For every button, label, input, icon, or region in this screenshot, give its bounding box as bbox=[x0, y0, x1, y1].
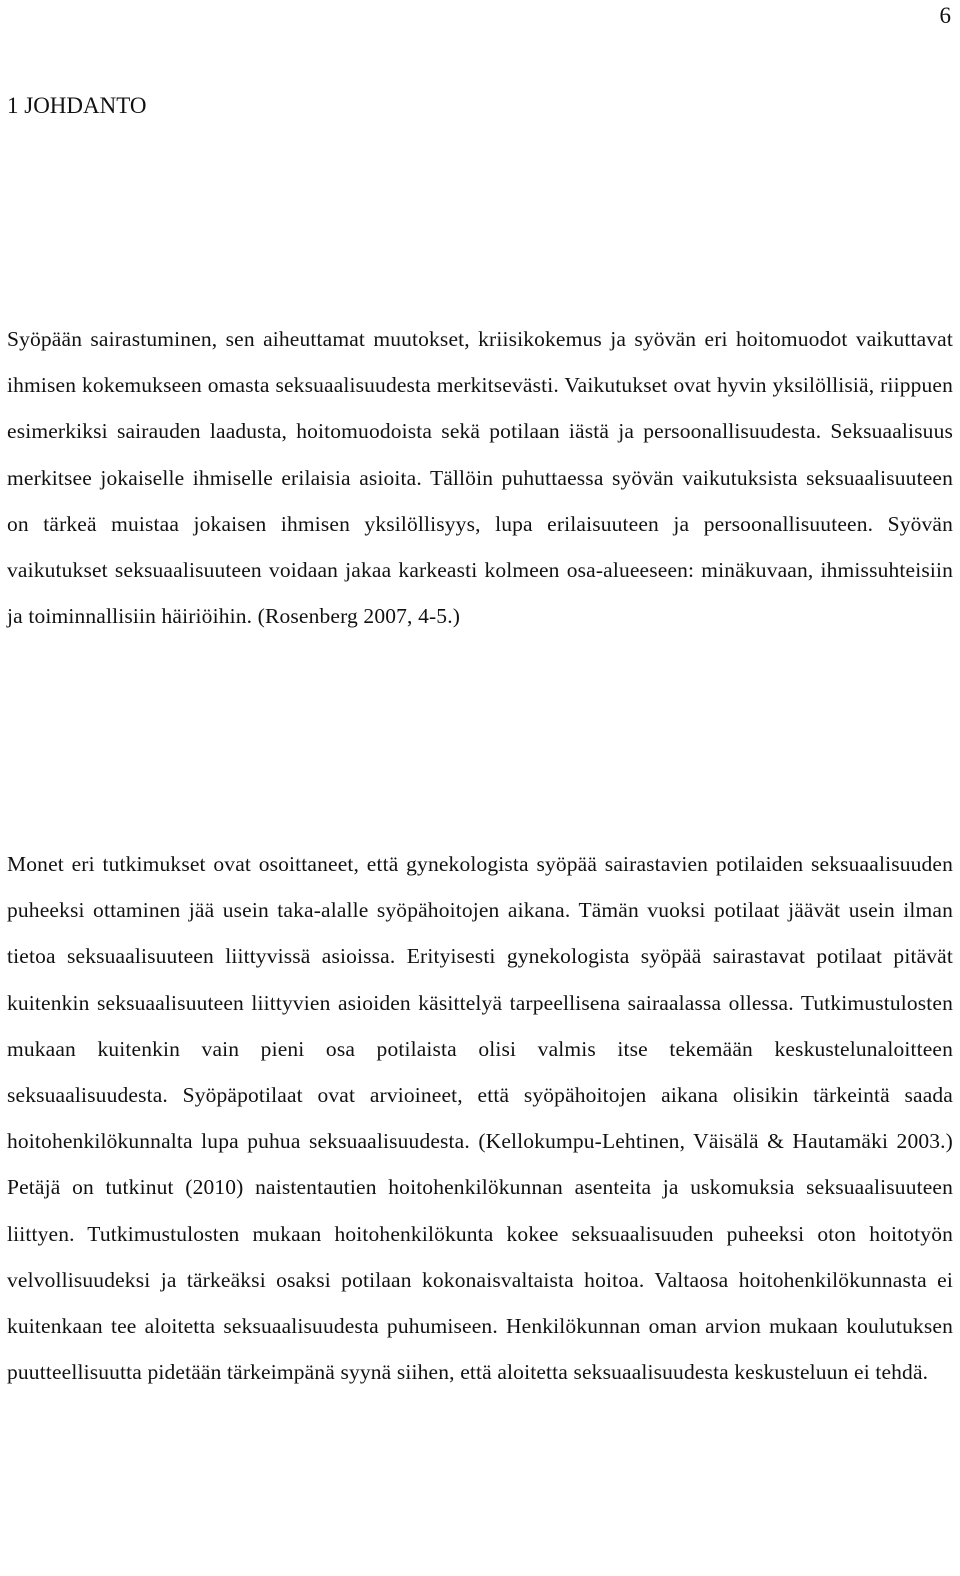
page-number: 6 bbox=[939, 3, 951, 28]
section-heading: 1 JOHDANTO bbox=[7, 93, 147, 118]
body-paragraph-1: Syöpään sairastuminen, sen aiheuttamat muutokset, kriisikokemus ja syövän eri hoitomuodot vaikuttavat ihmisen kokemukseen omasta seksuaalisuudesta merkitsevästi. Vaikutukset ovat hyvin yksilöllisiä, riippuen esimerkiksi sairauden laadusta, hoitomuodoista sekä potilaan iästä ja persoonallisuudesta. Seksuaalisuus merkitsee jokaiselle ihmiselle erilaisia asioita. Tällöin puhuttaessa syövän vaikutuksista seksuaalisuuteen on tärkeä muistaa jokaisen ihmisen yksilöllisyys, lupa erilaisuuteen ja persoonallisuuteen. Syövän vaikutukset seksuaalisuuteen voidaan jakaa karkeasti kolmeen osa-alueeseen: minäkuvaan, ihmissuhteisiin ja toiminnallisiin häiriöihin. (Rosenberg 2007, 4-5.) bbox=[7, 327, 953, 629]
body-paragraph-2: Monet eri tutkimukset ovat osoittaneet, että gynekologista syöpää sairastavien potilaiden seksuaalisuuden puheeksi ottaminen jää usein taka-alalle syöpähoitojen aikana. Tämän vuoksi potilaat jäävät usein ilman tietoa seksuaalisuuteen liittyvissä asioissa. Erityisesti gynekologista syöpää sairastavat potilaat pitävät kuitenkin seksuaalisuuteen liittyvien asioiden käsittelyä tarpeellisena sairaalassa ollessa. Tutkimustulosten mukaan kuitenkin vain pieni osa potilaista olisi valmis itse tekemään keskustelunaloitteen seksuaalisuudesta. Syöpäpotilaat ovat arvioineet, että syöpähoitojen aikana olisikin tärkeintä saada hoitohenkilökunnalta lupa puhua seksuaalisuudesta. (Kellokumpu-Lehtinen, Väisälä & Hautamäki 2003.) Petäjä on tutkinut (2010) naistentautien hoitohenkilökunnan asenteita ja uskomuksia seksuaalisuuteen liittyen. Tutkimustulosten mukaan hoitohenkilökunta kokee seksuaalisuuden puheeksi oton hoitotyön velvollisuudeksi ja tärkeäksi osaksi potilaan kokonaisvaltaista hoitoa. Valtaosa hoitohenkilökunnasta ei kuitenkaan tee aloitetta seksuaalisuudesta puhumiseen. Henkilökunnan oman arvion mukaan koulutuksen puutteellisuutta pidetään tärkeimpänä syynä siihen, että aloitetta seksuaalisuudesta keskusteluun ei tehdä. bbox=[7, 852, 953, 1385]
